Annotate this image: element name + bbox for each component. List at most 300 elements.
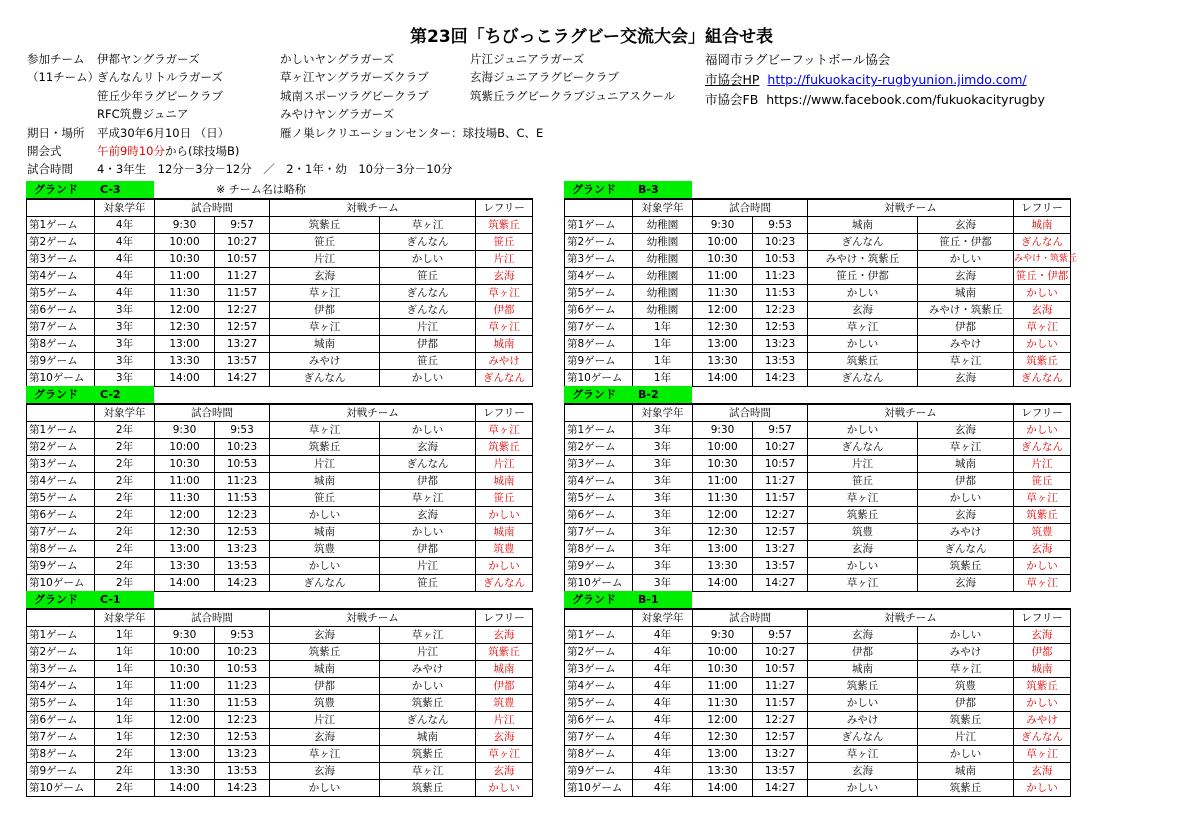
grade: 3年 — [633, 456, 693, 473]
table-row — [565, 490, 1071, 507]
table-row — [27, 507, 533, 524]
grade: 1年 — [95, 712, 155, 729]
table-row — [27, 490, 533, 507]
column-header: 試合時間 — [693, 609, 808, 627]
team-a: 草ヶ江 — [270, 319, 380, 336]
game-number: 第10ゲーム — [27, 370, 95, 387]
start-time: 11:00 — [693, 473, 753, 490]
start-time: 13:30 — [155, 763, 215, 780]
team-b: 玄海 — [918, 217, 1014, 234]
referee: かしい — [1014, 422, 1071, 439]
grade: 1年 — [633, 319, 693, 336]
game-number: 第6ゲーム — [27, 507, 95, 524]
referee: かしい — [1014, 285, 1071, 302]
game-number: 第2ゲーム — [27, 439, 95, 456]
end-time: 13:57 — [753, 558, 808, 575]
game-number: 第1ゲーム — [565, 627, 633, 644]
team-b: かしい — [918, 627, 1014, 644]
table-row — [565, 251, 1071, 268]
ground-block-b3 — [564, 181, 1078, 387]
grade: 4年 — [95, 285, 155, 302]
start-time: 14:00 — [693, 575, 753, 592]
table-row — [27, 234, 533, 251]
association-fb — [705, 90, 1045, 110]
game-number: 第10ゲーム — [565, 780, 633, 797]
grade: 幼稚園 — [633, 285, 693, 302]
table-row — [565, 575, 1071, 592]
referee: 伊都 — [476, 678, 533, 695]
schedule-table — [26, 608, 533, 797]
referee: 片江 — [476, 456, 533, 473]
team-a: かしい — [270, 558, 380, 575]
grade: 4年 — [633, 661, 693, 678]
referee: 草ヶ江 — [476, 422, 533, 439]
page-title: 第23回「ちびっこラグビー交流大会」組合せ表 — [410, 27, 773, 47]
table-row — [27, 456, 533, 473]
referee: 草ヶ江 — [1014, 490, 1071, 507]
start-time: 11:00 — [693, 678, 753, 695]
grade: 1年 — [633, 336, 693, 353]
team-b: みやけ — [918, 336, 1014, 353]
grade: 幼稚園 — [633, 217, 693, 234]
team-b: 伊都 — [918, 695, 1014, 712]
end-time: 12:27 — [753, 507, 808, 524]
team-a: 城南 — [270, 473, 380, 490]
column-header: 対戦チーム — [808, 199, 1014, 217]
grade: 3年 — [633, 558, 693, 575]
team-b: 片江 — [380, 319, 476, 336]
team-a: 草ヶ江 — [808, 319, 918, 336]
grade: 2年 — [95, 541, 155, 558]
start-time: 12:00 — [693, 507, 753, 524]
referee: ぎんなん — [1014, 370, 1071, 387]
team-b: 玄海 — [918, 268, 1014, 285]
grade: 4年 — [95, 234, 155, 251]
game-number: 第5ゲーム — [27, 695, 95, 712]
table-row — [27, 473, 533, 490]
table-row — [565, 695, 1071, 712]
end-time: 10:57 — [753, 661, 808, 678]
game-number: 第7ゲーム — [27, 729, 95, 746]
grade: 幼稚園 — [633, 302, 693, 319]
referee: ぎんなん — [1014, 234, 1071, 251]
start-time: 12:30 — [693, 524, 753, 541]
end-time: 14:27 — [753, 780, 808, 797]
start-time: 10:00 — [693, 234, 753, 251]
column-header: 試合時間 — [155, 199, 270, 217]
column-header: 対象学年 — [95, 609, 155, 627]
start-time: 11:00 — [155, 473, 215, 490]
team-b: 城南 — [918, 285, 1014, 302]
end-time: 13:27 — [215, 336, 270, 353]
team-a: 伊都 — [808, 644, 918, 661]
team-b: ぎんなん — [380, 302, 476, 319]
game-number: 第2ゲーム — [27, 234, 95, 251]
game-number: 第4ゲーム — [565, 268, 633, 285]
team-b: 城南 — [918, 456, 1014, 473]
team-b: 筑豊 — [918, 678, 1014, 695]
start-time: 10:00 — [155, 644, 215, 661]
start-time: 10:30 — [693, 661, 753, 678]
table-row — [27, 285, 533, 302]
team-b: 玄海 — [918, 507, 1014, 524]
team-b: ぎんなん — [918, 541, 1014, 558]
game-number: 第8ゲーム — [565, 746, 633, 763]
team-a: 片江 — [808, 456, 918, 473]
table-row — [27, 695, 533, 712]
team-b: 片江 — [918, 729, 1014, 746]
ground-label: グランド C-3 — [26, 181, 154, 198]
game-number: 第2ゲーム — [565, 644, 633, 661]
date-label: 期日・場所 — [27, 126, 85, 140]
team-b: かしい — [918, 251, 1014, 268]
team-b: かしい — [918, 746, 1014, 763]
ground-label: グランド C-2 — [26, 386, 154, 403]
end-time: 10:53 — [753, 251, 808, 268]
start-time: 9:30 — [155, 217, 215, 234]
table-header-row — [565, 199, 1071, 217]
ground-label: グランド B-1 — [564, 591, 692, 608]
referee: 玄海 — [476, 729, 533, 746]
schedule-table — [26, 403, 533, 592]
start-time: 10:30 — [155, 456, 215, 473]
team-b: かしい — [380, 370, 476, 387]
start-time: 10:00 — [155, 234, 215, 251]
grade: 3年 — [633, 575, 693, 592]
table-row — [565, 302, 1071, 319]
end-time: 9:57 — [753, 422, 808, 439]
table-row — [565, 268, 1071, 285]
ground-block-c1 — [26, 591, 532, 797]
table-row — [565, 285, 1071, 302]
grade: 4年 — [95, 217, 155, 234]
ground-block-c3 — [26, 181, 532, 387]
column-header — [565, 609, 633, 627]
team-b: 笹丘 — [380, 268, 476, 285]
table-row — [27, 268, 533, 285]
referee: 城南 — [476, 524, 533, 541]
team-a: 草ヶ江 — [270, 422, 380, 439]
end-time: 9:53 — [753, 217, 808, 234]
team-b: 草ヶ江 — [380, 763, 476, 780]
team-b: 伊都 — [918, 473, 1014, 490]
team-b: 片江 — [380, 558, 476, 575]
grade: 1年 — [95, 627, 155, 644]
team-a: 筑豊 — [270, 695, 380, 712]
table-row — [565, 627, 1071, 644]
end-time: 11:27 — [753, 678, 808, 695]
column-header — [565, 199, 633, 217]
table-row — [565, 763, 1071, 780]
team-a: 城南 — [270, 524, 380, 541]
team-a: みやけ — [270, 353, 380, 370]
table-row — [565, 661, 1071, 678]
start-time: 11:30 — [155, 285, 215, 302]
referee: 筑豊 — [476, 695, 533, 712]
team-a: 玄海 — [270, 627, 380, 644]
table-row — [27, 524, 533, 541]
team-a: みやけ — [808, 712, 918, 729]
column-header: レフリー — [1014, 199, 1071, 217]
referee: 玄海 — [1014, 541, 1071, 558]
team-b: 筑紫丘 — [380, 695, 476, 712]
referee: 草ヶ江 — [476, 285, 533, 302]
grade: 4年 — [633, 678, 693, 695]
column-header: 対戦チーム — [808, 609, 1014, 627]
grade: 1年 — [95, 661, 155, 678]
team-a: 城南 — [808, 661, 918, 678]
referee: 筑豊 — [1014, 524, 1071, 541]
team-a: 伊都 — [270, 302, 380, 319]
fb-label: 市協会FB — [705, 92, 759, 107]
team-a: 城南 — [808, 217, 918, 234]
referee: 笹丘・伊都 — [1014, 268, 1071, 285]
column-header — [27, 199, 95, 217]
team-a: 筑豊 — [270, 541, 380, 558]
table-row — [565, 541, 1071, 558]
grade: 2年 — [95, 456, 155, 473]
column-header: 試合時間 — [155, 609, 270, 627]
start-time: 12:30 — [155, 319, 215, 336]
team-b: 草ヶ江 — [380, 627, 476, 644]
start-time: 11:00 — [693, 268, 753, 285]
ground-header — [564, 386, 1070, 403]
end-time: 13:57 — [215, 353, 270, 370]
start-time: 12:30 — [155, 524, 215, 541]
start-time: 10:00 — [693, 644, 753, 661]
game-number: 第4ゲーム — [565, 678, 633, 695]
start-time: 14:00 — [155, 370, 215, 387]
team-a: 城南 — [270, 336, 380, 353]
teams-label: 参加チーム — [27, 52, 85, 66]
referee: 城南 — [1014, 661, 1071, 678]
team-name: 草ヶ江ヤングラガーズクラブ — [280, 70, 429, 84]
match-time-value: 4・3年生 12分－3分－12分 ／ 2・1年・幼 10分－3分－10分 — [97, 162, 453, 176]
team-a: 筑紫丘 — [270, 644, 380, 661]
team-a: 草ヶ江 — [808, 490, 918, 507]
start-time: 12:00 — [155, 507, 215, 524]
table-row — [565, 217, 1071, 234]
start-time: 11:30 — [155, 490, 215, 507]
venue: 雁ノ巣レクリエーションセンター：球技場B、C、E — [280, 126, 544, 140]
team-b: かしい — [380, 678, 476, 695]
game-number: 第7ゲーム — [565, 319, 633, 336]
game-number: 第5ゲーム — [27, 490, 95, 507]
grade: 3年 — [633, 524, 693, 541]
opening-label: 開会式 — [27, 144, 62, 158]
referee: 玄海 — [1014, 302, 1071, 319]
team-a: かしい — [270, 780, 380, 797]
table-row — [27, 353, 533, 370]
team-a: 草ヶ江 — [808, 746, 918, 763]
team-b: 筑紫丘 — [918, 558, 1014, 575]
referee: 筑紫丘 — [476, 217, 533, 234]
start-time: 13:00 — [693, 336, 753, 353]
referee: 筑豊 — [476, 541, 533, 558]
game-number: 第4ゲーム — [27, 268, 95, 285]
grade: 2年 — [95, 507, 155, 524]
team-a: 城南 — [270, 661, 380, 678]
team-name: 筑紫丘ラグビークラブジュニアスクール — [470, 89, 676, 103]
end-time: 14:23 — [215, 575, 270, 592]
end-time: 10:57 — [215, 251, 270, 268]
team-b: みやけ — [918, 644, 1014, 661]
referee: ぎんなん — [1014, 439, 1071, 456]
grade: 3年 — [95, 319, 155, 336]
grade: 3年 — [633, 507, 693, 524]
game-number: 第1ゲーム — [27, 217, 95, 234]
grade: 幼稚園 — [633, 268, 693, 285]
team-a: 筑紫丘 — [270, 439, 380, 456]
referee: 草ヶ江 — [476, 319, 533, 336]
end-time: 13:53 — [753, 353, 808, 370]
game-number: 第8ゲーム — [565, 336, 633, 353]
end-time: 10:23 — [215, 644, 270, 661]
grade: 4年 — [633, 746, 693, 763]
team-b: 伊都 — [380, 473, 476, 490]
end-time: 11:23 — [753, 268, 808, 285]
table-row — [27, 678, 533, 695]
referee: みやけ — [1014, 712, 1071, 729]
end-time: 12:57 — [753, 729, 808, 746]
end-time: 11:53 — [215, 490, 270, 507]
schedule-table — [564, 608, 1071, 797]
game-number: 第4ゲーム — [27, 678, 95, 695]
table-header-row — [565, 404, 1071, 422]
team-a: みやけ・筑紫丘 — [808, 251, 918, 268]
game-number: 第9ゲーム — [565, 763, 633, 780]
end-time: 12:57 — [215, 319, 270, 336]
team-name: 伊都ヤングラガーズ — [97, 52, 200, 66]
grade: 4年 — [633, 780, 693, 797]
grade: 2年 — [95, 780, 155, 797]
table-header-row — [565, 609, 1071, 627]
team-a: かしい — [808, 695, 918, 712]
end-time: 14:23 — [215, 780, 270, 797]
table-row — [27, 575, 533, 592]
table-row — [565, 456, 1071, 473]
schedule-table — [564, 198, 1078, 387]
start-time: 9:30 — [155, 422, 215, 439]
team-a: ぎんなん — [808, 439, 918, 456]
table-row — [565, 439, 1071, 456]
column-header: 対戦チーム — [270, 404, 476, 422]
team-b: みやけ・筑紫丘 — [918, 302, 1014, 319]
hp-link[interactable]: http://fukuokacity-rugbyunion.jimdo.com/ — [767, 72, 1027, 87]
column-header: 対戦チーム — [270, 609, 476, 627]
game-number: 第3ゲーム — [565, 251, 633, 268]
team-b: 笹丘・伊都 — [918, 234, 1014, 251]
grade: 幼稚園 — [633, 234, 693, 251]
end-time: 10:27 — [753, 644, 808, 661]
ground-header — [564, 591, 1070, 608]
start-time: 14:00 — [155, 780, 215, 797]
team-name: 笹丘少年ラグビークラブ — [97, 89, 224, 103]
team-b: 草ヶ江 — [380, 217, 476, 234]
table-row — [27, 439, 533, 456]
team-b: 筑紫丘 — [918, 780, 1014, 797]
team-a: かしい — [808, 780, 918, 797]
start-time: 14:00 — [693, 780, 753, 797]
start-time: 11:30 — [693, 285, 753, 302]
game-number: 第2ゲーム — [565, 234, 633, 251]
start-time: 14:00 — [693, 370, 753, 387]
team-b: 笹丘 — [380, 575, 476, 592]
team-a: 玄海 — [270, 268, 380, 285]
column-header: 対戦チーム — [808, 404, 1014, 422]
team-b: 筑紫丘 — [380, 746, 476, 763]
column-header — [27, 609, 95, 627]
grade: 4年 — [633, 763, 693, 780]
column-header: 対象学年 — [95, 404, 155, 422]
referee: 片江 — [1014, 456, 1071, 473]
team-b: 伊都 — [380, 541, 476, 558]
end-time: 12:53 — [215, 729, 270, 746]
team-b: かしい — [918, 490, 1014, 507]
ground-label: グランド B-3 — [564, 181, 692, 198]
table-row — [27, 541, 533, 558]
start-time: 10:30 — [155, 661, 215, 678]
grade: 3年 — [633, 473, 693, 490]
end-time: 12:27 — [215, 302, 270, 319]
end-time: 9:57 — [215, 217, 270, 234]
ground-block-b1 — [564, 591, 1070, 797]
referee: 玄海 — [1014, 627, 1071, 644]
referee: 玄海 — [476, 763, 533, 780]
team-b: みやけ — [918, 524, 1014, 541]
team-b: ぎんなん — [380, 234, 476, 251]
game-number: 第6ゲーム — [565, 302, 633, 319]
table-row — [27, 422, 533, 439]
team-b: 伊都 — [380, 336, 476, 353]
referee: 片江 — [476, 712, 533, 729]
referee: 玄海 — [476, 268, 533, 285]
start-time: 13:00 — [155, 541, 215, 558]
start-time: 9:30 — [693, 627, 753, 644]
game-number: 第4ゲーム — [565, 473, 633, 490]
start-time: 13:30 — [155, 558, 215, 575]
column-header: 対象学年 — [633, 199, 693, 217]
grade: 2年 — [95, 490, 155, 507]
start-time: 13:00 — [693, 746, 753, 763]
end-time: 13:23 — [215, 746, 270, 763]
end-time: 11:27 — [215, 268, 270, 285]
team-b: 玄海 — [380, 507, 476, 524]
table-row — [27, 627, 533, 644]
team-a: 玄海 — [808, 302, 918, 319]
team-name: みやけヤングラガーズ — [280, 107, 395, 121]
table-row — [27, 661, 533, 678]
team-b: 片江 — [380, 644, 476, 661]
game-number: 第8ゲーム — [565, 541, 633, 558]
table-row — [27, 644, 533, 661]
team-a: 玄海 — [808, 541, 918, 558]
start-time: 12:00 — [693, 302, 753, 319]
team-name: かしいヤングラガーズ — [280, 52, 395, 66]
start-time: 14:00 — [155, 575, 215, 592]
table-row — [565, 524, 1071, 541]
start-time: 11:00 — [155, 678, 215, 695]
game-number: 第3ゲーム — [27, 661, 95, 678]
end-time: 13:27 — [753, 746, 808, 763]
referee: 城南 — [476, 661, 533, 678]
game-number: 第3ゲーム — [565, 661, 633, 678]
game-number: 第10ゲーム — [565, 370, 633, 387]
table-row — [27, 217, 533, 234]
start-time: 11:00 — [155, 268, 215, 285]
game-number: 第1ゲーム — [565, 422, 633, 439]
table-row — [565, 234, 1071, 251]
